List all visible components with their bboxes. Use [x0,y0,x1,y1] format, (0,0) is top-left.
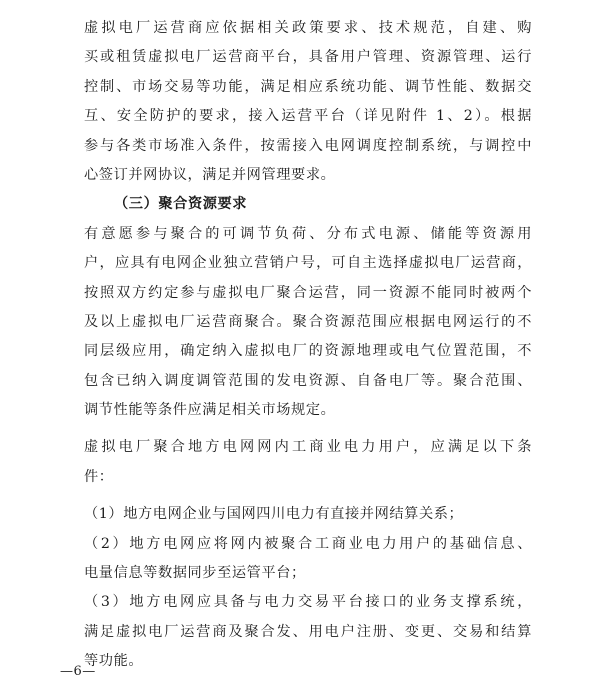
text-line: 心签订并网协议，满足并网管理要求。 [84,166,336,183]
document-body [84,14,532,677]
condition-item-2 [84,530,532,589]
text-line: （1）地方电网企业与国网四川电力有直接并网结算关系； [84,506,464,523]
text-line: 买或租赁虚拟电厂运营商平台，具备用户管理、资源管理、运行 [84,49,532,66]
text-line: 控制、市场交易等功能，满足相应系统功能、调节性能、数据交 [84,78,532,95]
text-line: （3）地方电网应具备与电力交易平台接口的业务支撑系统， [84,594,532,611]
text-line: 互、安全防护的要求，接入运营平台（详见附件 1、2）。根据 [84,108,532,125]
text-line: 有意愿参与聚合的可调节负荷、分布式电源、储能等资源用 [84,225,532,242]
condition-item-1 [84,500,532,529]
text-line: 同层级应用，确定纳入虚拟电厂的资源地理或电气位置范围，不 [84,343,532,360]
text-line: 包含已纳入调度调管范围的发电资源、自备电厂等。聚合范围、 [84,372,532,389]
text-line: 等功能。 [84,653,144,670]
page-number: —6— [60,664,96,679]
condition-item-3 [84,588,532,676]
text-line: （2）地方电网应将网内被聚合工商业电力用户的基础信息、 [84,535,532,552]
text-line: 件： [84,468,114,485]
paragraph-local-grid-conditions [84,433,532,492]
text-line: 电量信息等数据同步至运管平台； [84,565,306,582]
text-line: 及以上虚拟电厂运营商聚合。聚合资源范围应根据电网运行的不 [84,313,532,330]
text-line: 参与各类市场准入条件，按需接入电网调度控制系统，与调控中 [84,137,532,154]
text-line: 按照双方约定参与虚拟电厂聚合运营，同一资源不能同时被两个 [84,284,532,301]
text-line: 虚拟电厂聚合地方电网网内工商业电力用户，应满足以下条 [84,439,532,456]
section-heading: （三）聚合资源要求 [114,196,248,213]
paragraph-operator-platform [84,14,532,190]
text-line: 虚拟电厂运营商应依据相关政策要求、技术规范，自建、购 [84,20,532,36]
text-line: 满足虚拟电厂运营商及聚合发、用电户注册、变更、交易和结算 [84,623,532,640]
text-line: 调节性能等条件应满足相关市场规定。 [84,402,336,419]
paragraph-aggregation-resources [84,220,532,426]
text-line: 户，应具有电网企业独立营销户号，可自主选择虚拟电厂运营商， [84,255,532,272]
